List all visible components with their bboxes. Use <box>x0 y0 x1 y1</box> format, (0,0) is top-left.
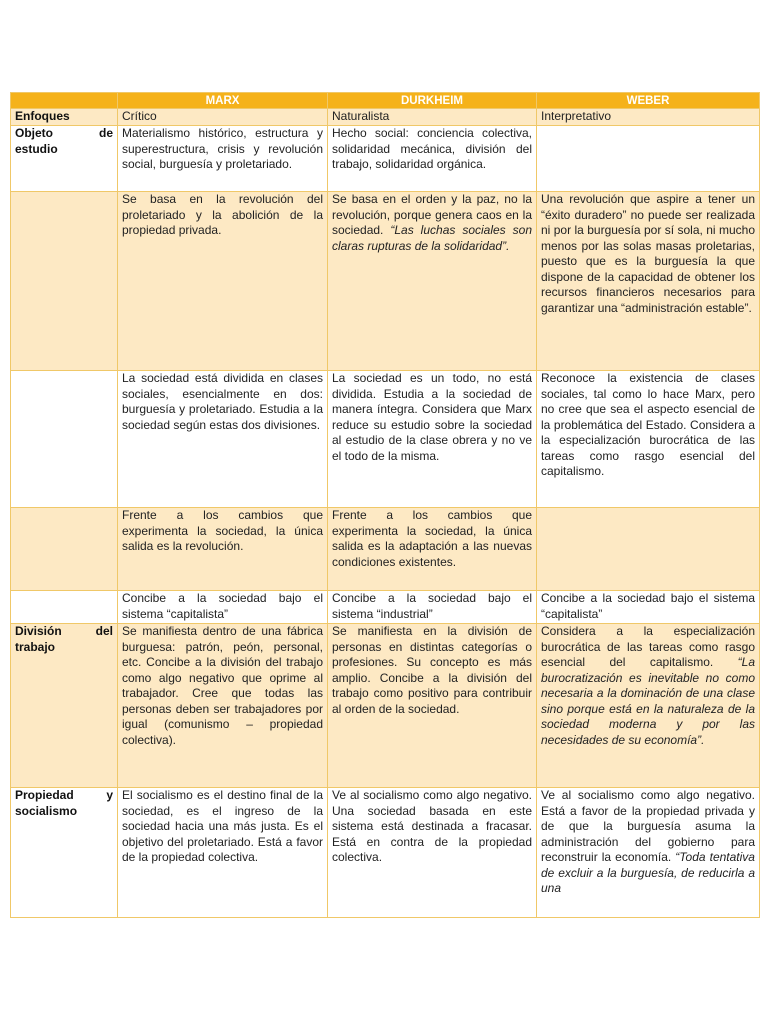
header-row <box>11 93 760 109</box>
cell-weber: Concibe a la sociedad bajo el sistema “capitalista” <box>537 591 760 624</box>
cell-weber: Interpretativo <box>537 109 760 126</box>
table-row-revolucion <box>11 192 760 371</box>
table-row-sistema <box>11 591 760 624</box>
cell-marx: Se basa en la revolución del proletariado y la abolición de la propiedad privada. <box>118 192 328 371</box>
header-weber: WEBER <box>537 93 760 109</box>
cell-weber: Una revolución que aspire a tener un “éxito duradero” no puede ser realizada ni por la burguesía por sí sola, ni mucho menos por las solas masas proletarias, puesto que es la burguesía la que dispone de la capacidad de obtener los recursos financieros necesarios para garantizar una “administración estable”. <box>537 192 760 371</box>
cell-quote: “La burocratización es inevitable no como necesaria a la dominación de una clase sino porque está en la naturaleza de la sociedad moderna y por las necesidades de su economía”. <box>541 655 755 747</box>
cell-marx: Crítico <box>118 109 328 126</box>
cell-text: Se basa en el orden y la paz, no la revolución, porque genera caos en la sociedad. <box>332 192 532 237</box>
header-durkheim: DURKHEIM <box>328 93 537 109</box>
table-row-propiedad <box>11 788 760 918</box>
comparison-table <box>10 92 760 918</box>
cell-text: Considera a la especialización burocrática de las tareas como rasgo esencial del capitalismo. <box>541 624 755 669</box>
header-marx: MARX <box>118 93 328 109</box>
cell-marx: El socialismo es el destino final de la sociedad, es el ingreso de la sociedad hacia una más justa. Es el objetivo del proletariado. Está a favor de la propiedad colectiva. <box>118 788 328 918</box>
cell-durkheim <box>328 192 537 371</box>
cell-weber <box>537 788 760 918</box>
cell-durkheim: La sociedad es un todo, no está dividida. Estudia a la sociedad de manera íntegra. Considera que Marx reduce su estudio sobre la sociedad al estudio de la clase obrera y no ve el todo de la misma. <box>328 371 537 508</box>
table-row-objeto <box>11 126 760 192</box>
table-row-clases <box>11 371 760 508</box>
table-row-cambios <box>11 508 760 591</box>
header-corner <box>11 93 118 109</box>
cell-weber: Reconoce la existencia de clases sociales, tal como lo hace Marx, pero no cree que sea el aspecto esencial de la problemática del Estado. Considera a la especialización burocrática de las tareas como rasgo esencial del capitalismo. <box>537 371 760 508</box>
cell-marx: Concibe a la sociedad bajo el sistema “capitalista” <box>118 591 328 624</box>
table-row-enfoques <box>11 109 760 126</box>
cell-text: Ve al socialismo como algo negativo. Está a favor de la propiedad privada y de que la burguesía asuma la administración del gobierno para reconstruir la economía. <box>541 788 755 864</box>
cell-quote: “Las luchas sociales son claras rupturas de la solidaridad”. <box>332 223 533 253</box>
cell-weber <box>537 126 760 192</box>
row-label <box>11 192 118 371</box>
cell-durkheim: Hecho social: conciencia colectiva, solidaridad mecánica, división del trabajo, solidaridad orgánica. <box>328 126 537 192</box>
row-label: Propiedad y socialismo <box>11 788 118 918</box>
cell-marx: La sociedad está dividida en clases sociales, esencialmente en dos: burguesía y proletariado. Estudia a la sociedad según estas dos divisiones. <box>118 371 328 508</box>
row-label <box>11 371 118 508</box>
cell-durkheim: Naturalista <box>328 109 537 126</box>
row-label: Enfoques <box>11 109 118 126</box>
table-row-division <box>11 624 760 788</box>
cell-marx: Materialismo histórico, estructura y superestructura, crisis y revolución social, burguesía y proletariado. <box>118 126 328 192</box>
cell-durkheim: Se manifiesta en la división de personas en distintas categorías o profesiones. Su concepto es más amplio. Concibe a la división del trabajo como positivo para contribuir al orden de la sociedad. <box>328 624 537 788</box>
cell-marx: Frente a los cambios que experimenta la sociedad, la única salida es la revolución. <box>118 508 328 591</box>
row-label <box>11 508 118 591</box>
cell-weber <box>537 508 760 591</box>
cell-durkheim: Ve al socialismo como algo negativo. Una sociedad basada en este sistema está destinada a fracasar. Está en contra de la propiedad colectiva. <box>328 788 537 918</box>
row-label: División del trabajo <box>11 624 118 788</box>
row-label <box>11 591 118 624</box>
cell-quote: “Toda tentativa de excluir a la burguesía, de reducirla a una <box>541 850 755 895</box>
row-label: Objeto de estudio <box>11 126 118 192</box>
cell-marx: Se manifiesta dentro de una fábrica burguesa: patrón, peón, personal, etc. Concibe a la división del trabajo como algo negativo que oprime al trabajador. Cree que todas las personas deben ser trabajadores por igual (comunismo – propiedad colectiva). <box>118 624 328 788</box>
cell-durkheim: Concibe a la sociedad bajo el sistema “industrial” <box>328 591 537 624</box>
cell-weber <box>537 624 760 788</box>
cell-durkheim: Frente a los cambios que experimenta la sociedad, la única salida es la adaptación a las nuevas condiciones existentes. <box>328 508 537 591</box>
